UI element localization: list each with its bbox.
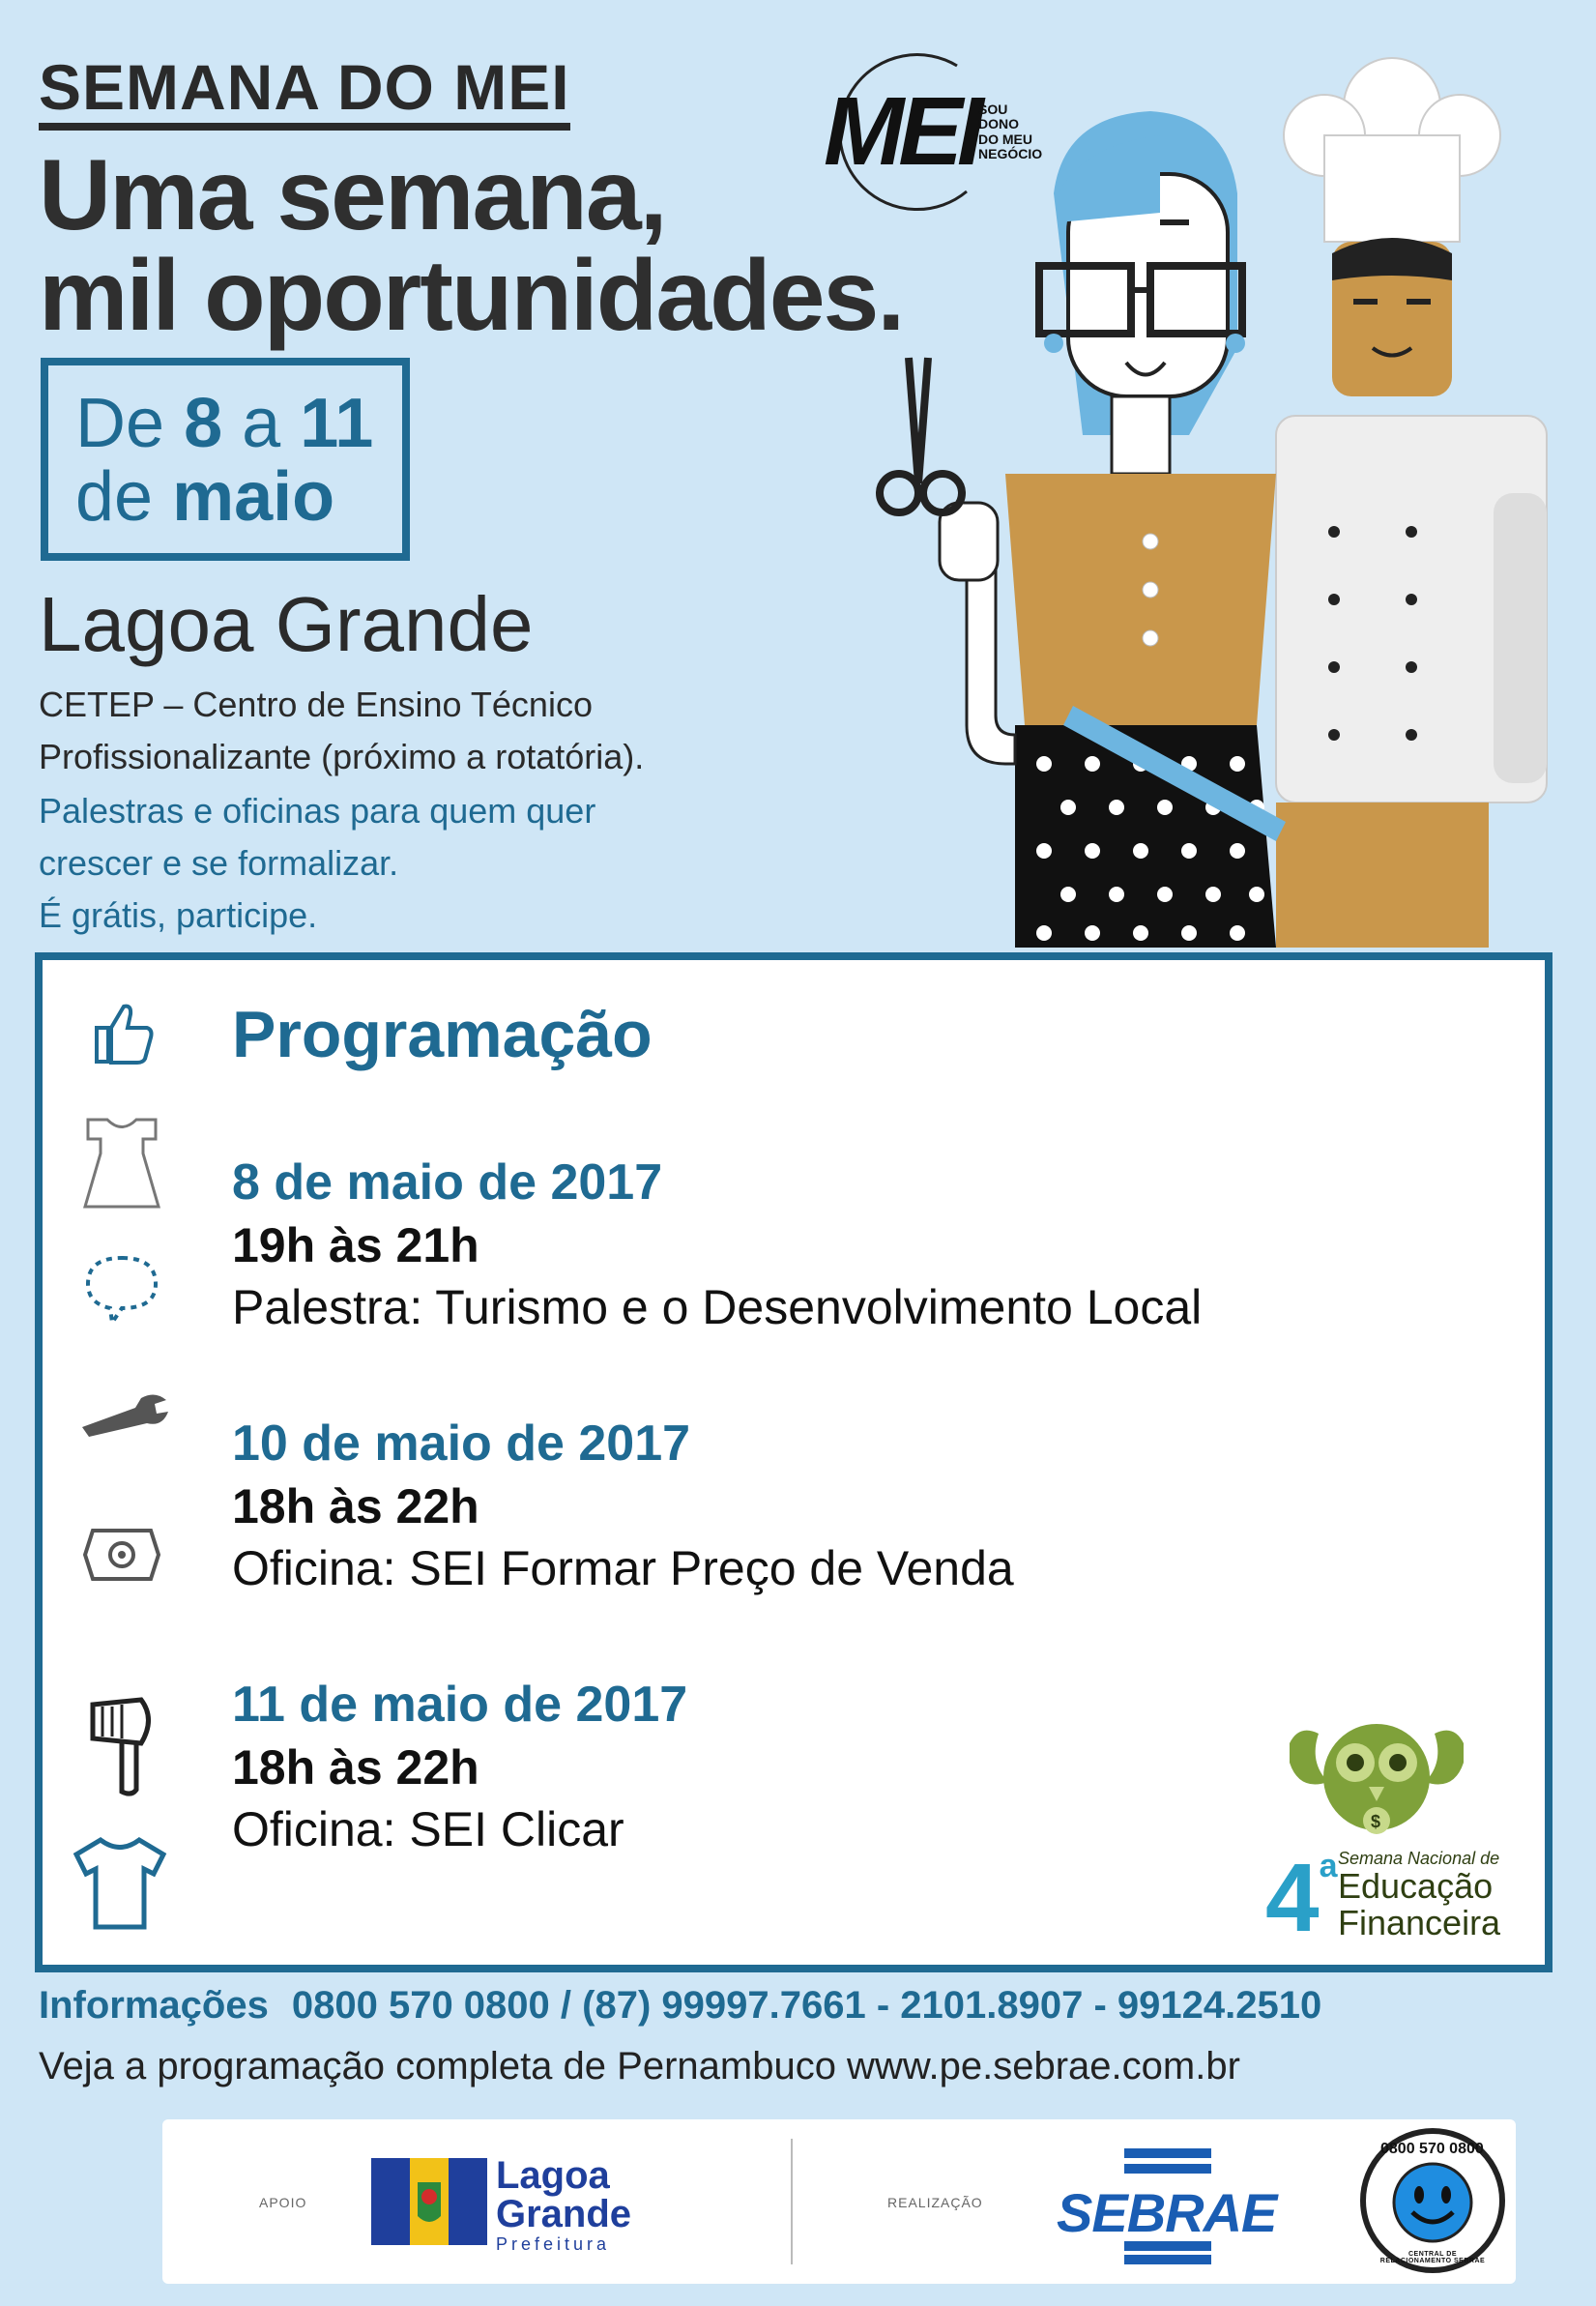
sebrae-logo bbox=[1057, 2148, 1277, 2264]
promo-line-2: crescer e se formalizar. bbox=[39, 843, 399, 883]
event-time: 19h às 21h bbox=[232, 1218, 479, 1272]
promo-line-1: Palestras e oficinas para quem quer bbox=[39, 791, 596, 831]
event-description: Oficina: SEI Formar Preço de Venda bbox=[232, 1541, 1014, 1595]
woman-face-icon bbox=[1039, 111, 1245, 435]
chef-jacket-icon bbox=[1276, 416, 1547, 948]
event-kicker: SEMANA DO MEI bbox=[39, 54, 570, 131]
lagoa-grande-logo-text bbox=[496, 2156, 631, 2253]
event-2 bbox=[232, 1415, 1014, 1596]
woman-dress-icon bbox=[940, 396, 1286, 948]
event-time: 18h às 22h bbox=[232, 1740, 479, 1795]
date-box bbox=[41, 358, 410, 561]
speech-bubble-icon bbox=[83, 1250, 160, 1332]
badge-line-3: Financeira bbox=[1338, 1902, 1501, 1942]
promo-line-3: É grátis, participe. bbox=[39, 895, 318, 935]
mei-tagline-3: NEGÓCIO bbox=[978, 146, 1043, 162]
owl-icon bbox=[1280, 1705, 1473, 1840]
chef-hat-icon bbox=[1284, 58, 1500, 242]
footer-divider bbox=[791, 2139, 793, 2264]
partner-line-3: Prefeitura bbox=[496, 2234, 611, 2254]
program-panel bbox=[35, 952, 1552, 1972]
badge-number-digit: 4 bbox=[1265, 1844, 1320, 1952]
thumbs-up-icon bbox=[87, 999, 155, 1071]
venue bbox=[39, 679, 644, 783]
event-description: Palestra: Turismo e o Desenvolvimento Local bbox=[232, 1280, 1203, 1334]
dress-icon bbox=[83, 1115, 160, 1216]
badge-text bbox=[1338, 1850, 1500, 1941]
event-date: 8 de maio de 2017 bbox=[232, 1154, 663, 1211]
partner-line-2: Grande bbox=[496, 2193, 632, 2235]
city-name: Lagoa Grande bbox=[39, 581, 534, 667]
promo-text bbox=[39, 785, 595, 942]
mei-tagline-1: SOU DONO bbox=[978, 102, 1019, 132]
lagoa-grande-flag-icon bbox=[371, 2158, 487, 2250]
date-start: 8 bbox=[184, 385, 223, 462]
badge-ordinal: a bbox=[1319, 1848, 1338, 1884]
seal-text: CENTRAL DE RELACIONAMENTO SEBRAE bbox=[1379, 2251, 1486, 2264]
venue-line-1: CETEP – Centro de Ensino Técnico bbox=[39, 685, 593, 724]
badge-line-1: Semana Nacional de bbox=[1338, 1849, 1500, 1868]
illustration-svg bbox=[870, 29, 1566, 957]
event-date: 11 de maio de 2017 bbox=[232, 1677, 688, 1733]
event-date: 10 de maio de 2017 bbox=[232, 1416, 691, 1472]
mei-logo-text: MEI bbox=[824, 77, 978, 186]
date-month: maio bbox=[172, 458, 335, 536]
badge-number bbox=[1265, 1844, 1338, 1952]
event-time: 18h às 22h bbox=[232, 1479, 479, 1533]
contact-info bbox=[39, 1984, 1345, 2028]
cash-register-icon bbox=[83, 1526, 160, 1589]
headline-line-2: mil oportunidades. bbox=[39, 240, 904, 352]
event-1 bbox=[232, 1153, 1202, 1335]
entrepreneurs-illustration bbox=[870, 29, 1566, 957]
venue-line-2: Profissionalizante (próximo a rotatória). bbox=[39, 737, 645, 776]
sponsor-footer bbox=[162, 2119, 1516, 2284]
badge-line-2: Educação bbox=[1338, 1865, 1494, 1906]
central-relacionamento-seal bbox=[1359, 2127, 1506, 2274]
sebrae-wordmark: SEBRAE bbox=[1057, 2182, 1277, 2243]
info-label: Informações bbox=[39, 1984, 269, 2027]
partner-line-1: Lagoa bbox=[496, 2154, 610, 2197]
date-line-2 bbox=[75, 458, 402, 536]
financial-education-badge bbox=[1261, 1705, 1512, 1952]
program-title: Programação bbox=[232, 998, 653, 1071]
date-line-1 bbox=[75, 385, 402, 462]
mei-tagline-2: DO MEU bbox=[978, 131, 1032, 147]
chef-face-icon bbox=[1332, 238, 1452, 396]
info-phones[interactable]: 0800 570 0800 / (87) 99997.7661 - 2101.8907 - 99124.2510 bbox=[291, 1984, 1322, 2027]
event-3 bbox=[232, 1676, 687, 1857]
date-de: De bbox=[75, 385, 165, 462]
date-end: 11 bbox=[300, 385, 374, 462]
hair-dryer-icon bbox=[83, 1695, 160, 1806]
wrench-icon bbox=[77, 1390, 174, 1444]
seal-number: 0800 570 0800 bbox=[1380, 2141, 1484, 2157]
realizacao-label: REALIZAÇÃO bbox=[887, 2195, 983, 2210]
event-description: Oficina: SEI Clicar bbox=[232, 1802, 624, 1856]
svg-text:$: $ bbox=[1371, 1812, 1381, 1831]
headline bbox=[39, 139, 904, 352]
date-a: a bbox=[242, 385, 281, 462]
headline-line-1: Uma semana, bbox=[39, 139, 666, 251]
apoio-label: APOIO bbox=[259, 2195, 307, 2210]
website-line[interactable]: Veja a programação completa de Pernambuco www.pe.sebrae.com.br bbox=[39, 2045, 1240, 2087]
t-shirt-icon bbox=[72, 1835, 168, 1937]
date-de-2: de bbox=[75, 458, 154, 536]
scissors-icon bbox=[880, 358, 962, 512]
